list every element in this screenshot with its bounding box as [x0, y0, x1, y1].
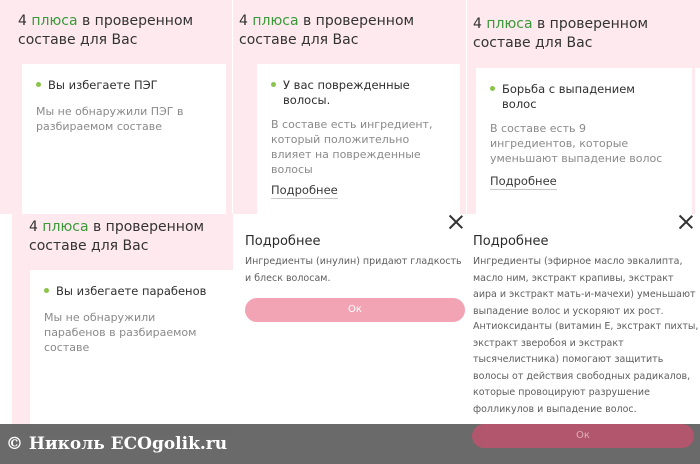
details-dialog	[235, 214, 467, 424]
details-dialog	[468, 214, 700, 424]
heading-highlight: плюса	[42, 219, 89, 235]
benefit-description: В составе есть 9 ингредиентов, которые уменьшают выпадение волос	[490, 122, 663, 165]
section-heading: 4 плюса в проверенном составе для Вас	[473, 16, 649, 51]
watermark-text: © Николь ECOgolik.ru	[6, 434, 228, 454]
bullet-dot-icon	[44, 288, 49, 293]
screen-parabens	[12, 214, 233, 436]
section-heading: 4 плюса в проверенном составе для Вас	[239, 13, 415, 48]
bullet-dot-icon	[271, 82, 276, 87]
section-heading: 4 плюса в проверенном составе для Вас	[29, 219, 205, 254]
more-link[interactable]: Подробнее	[271, 183, 338, 197]
screen-damaged-hair	[233, 0, 466, 214]
benefit-card	[257, 64, 460, 214]
benefit-title: Вы избегаете парабенов	[56, 284, 207, 298]
dialog-text: Ингредиенты (эфирное масло эвкалипта, масло ним, экстракт крапивы, экстракт аира и экстракт мать-и-мачехи) уменьшают выпадение волос и ускоряют их рост.	[473, 256, 696, 317]
close-icon[interactable]	[448, 214, 464, 230]
heading-highlight: плюса	[486, 16, 533, 32]
dialog-text: Ингредиенты (инулин) придают гладкость и блеск волосам.	[245, 256, 462, 284]
benefit-title: У вас поврежденные волосы.	[283, 78, 410, 107]
heading-highlight: плюса	[252, 13, 299, 29]
benefit-card	[476, 68, 692, 214]
benefit-description: В составе есть ингредиент, который положительно влияет на поврежденные волосы	[271, 118, 433, 176]
dialog-title: Подробнее	[245, 234, 321, 249]
benefit-title: Вы избегаете ПЭГ	[48, 78, 158, 92]
section-heading: 4 плюса в проверенном составе для Вас	[18, 13, 194, 48]
benefit-card	[30, 270, 233, 426]
close-icon[interactable]	[678, 214, 694, 230]
screen-peg	[0, 0, 232, 214]
more-link[interactable]: Подробнее	[490, 174, 557, 188]
dialog-title: Подробнее	[473, 234, 549, 249]
bullet-dot-icon	[36, 82, 41, 87]
ok-button[interactable]: Ок	[245, 298, 465, 322]
heading-highlight: плюса	[31, 13, 78, 29]
benefit-title: Борьба с выпадением волос	[502, 82, 635, 111]
dialog-text-antioxidants: Антиоксиданты (витамин Е, экстракт пихты, экстракт зверобоя и экстракт тысячелистника) помогают защитить волосы от действия свободных радикалов, которые провоцируют разрушение фолликулов и выпадение волос.	[473, 321, 699, 415]
benefit-description: Мы не обнаружили парабенов в разбираемом составе	[44, 311, 197, 354]
bullet-dot-icon	[490, 86, 495, 91]
ok-button[interactable]: Ок	[472, 424, 694, 448]
screen-hair-loss	[467, 0, 700, 214]
benefit-description: Мы не обнаружили ПЭГ в разбираемом составе	[36, 105, 184, 133]
benefit-card	[22, 64, 226, 214]
